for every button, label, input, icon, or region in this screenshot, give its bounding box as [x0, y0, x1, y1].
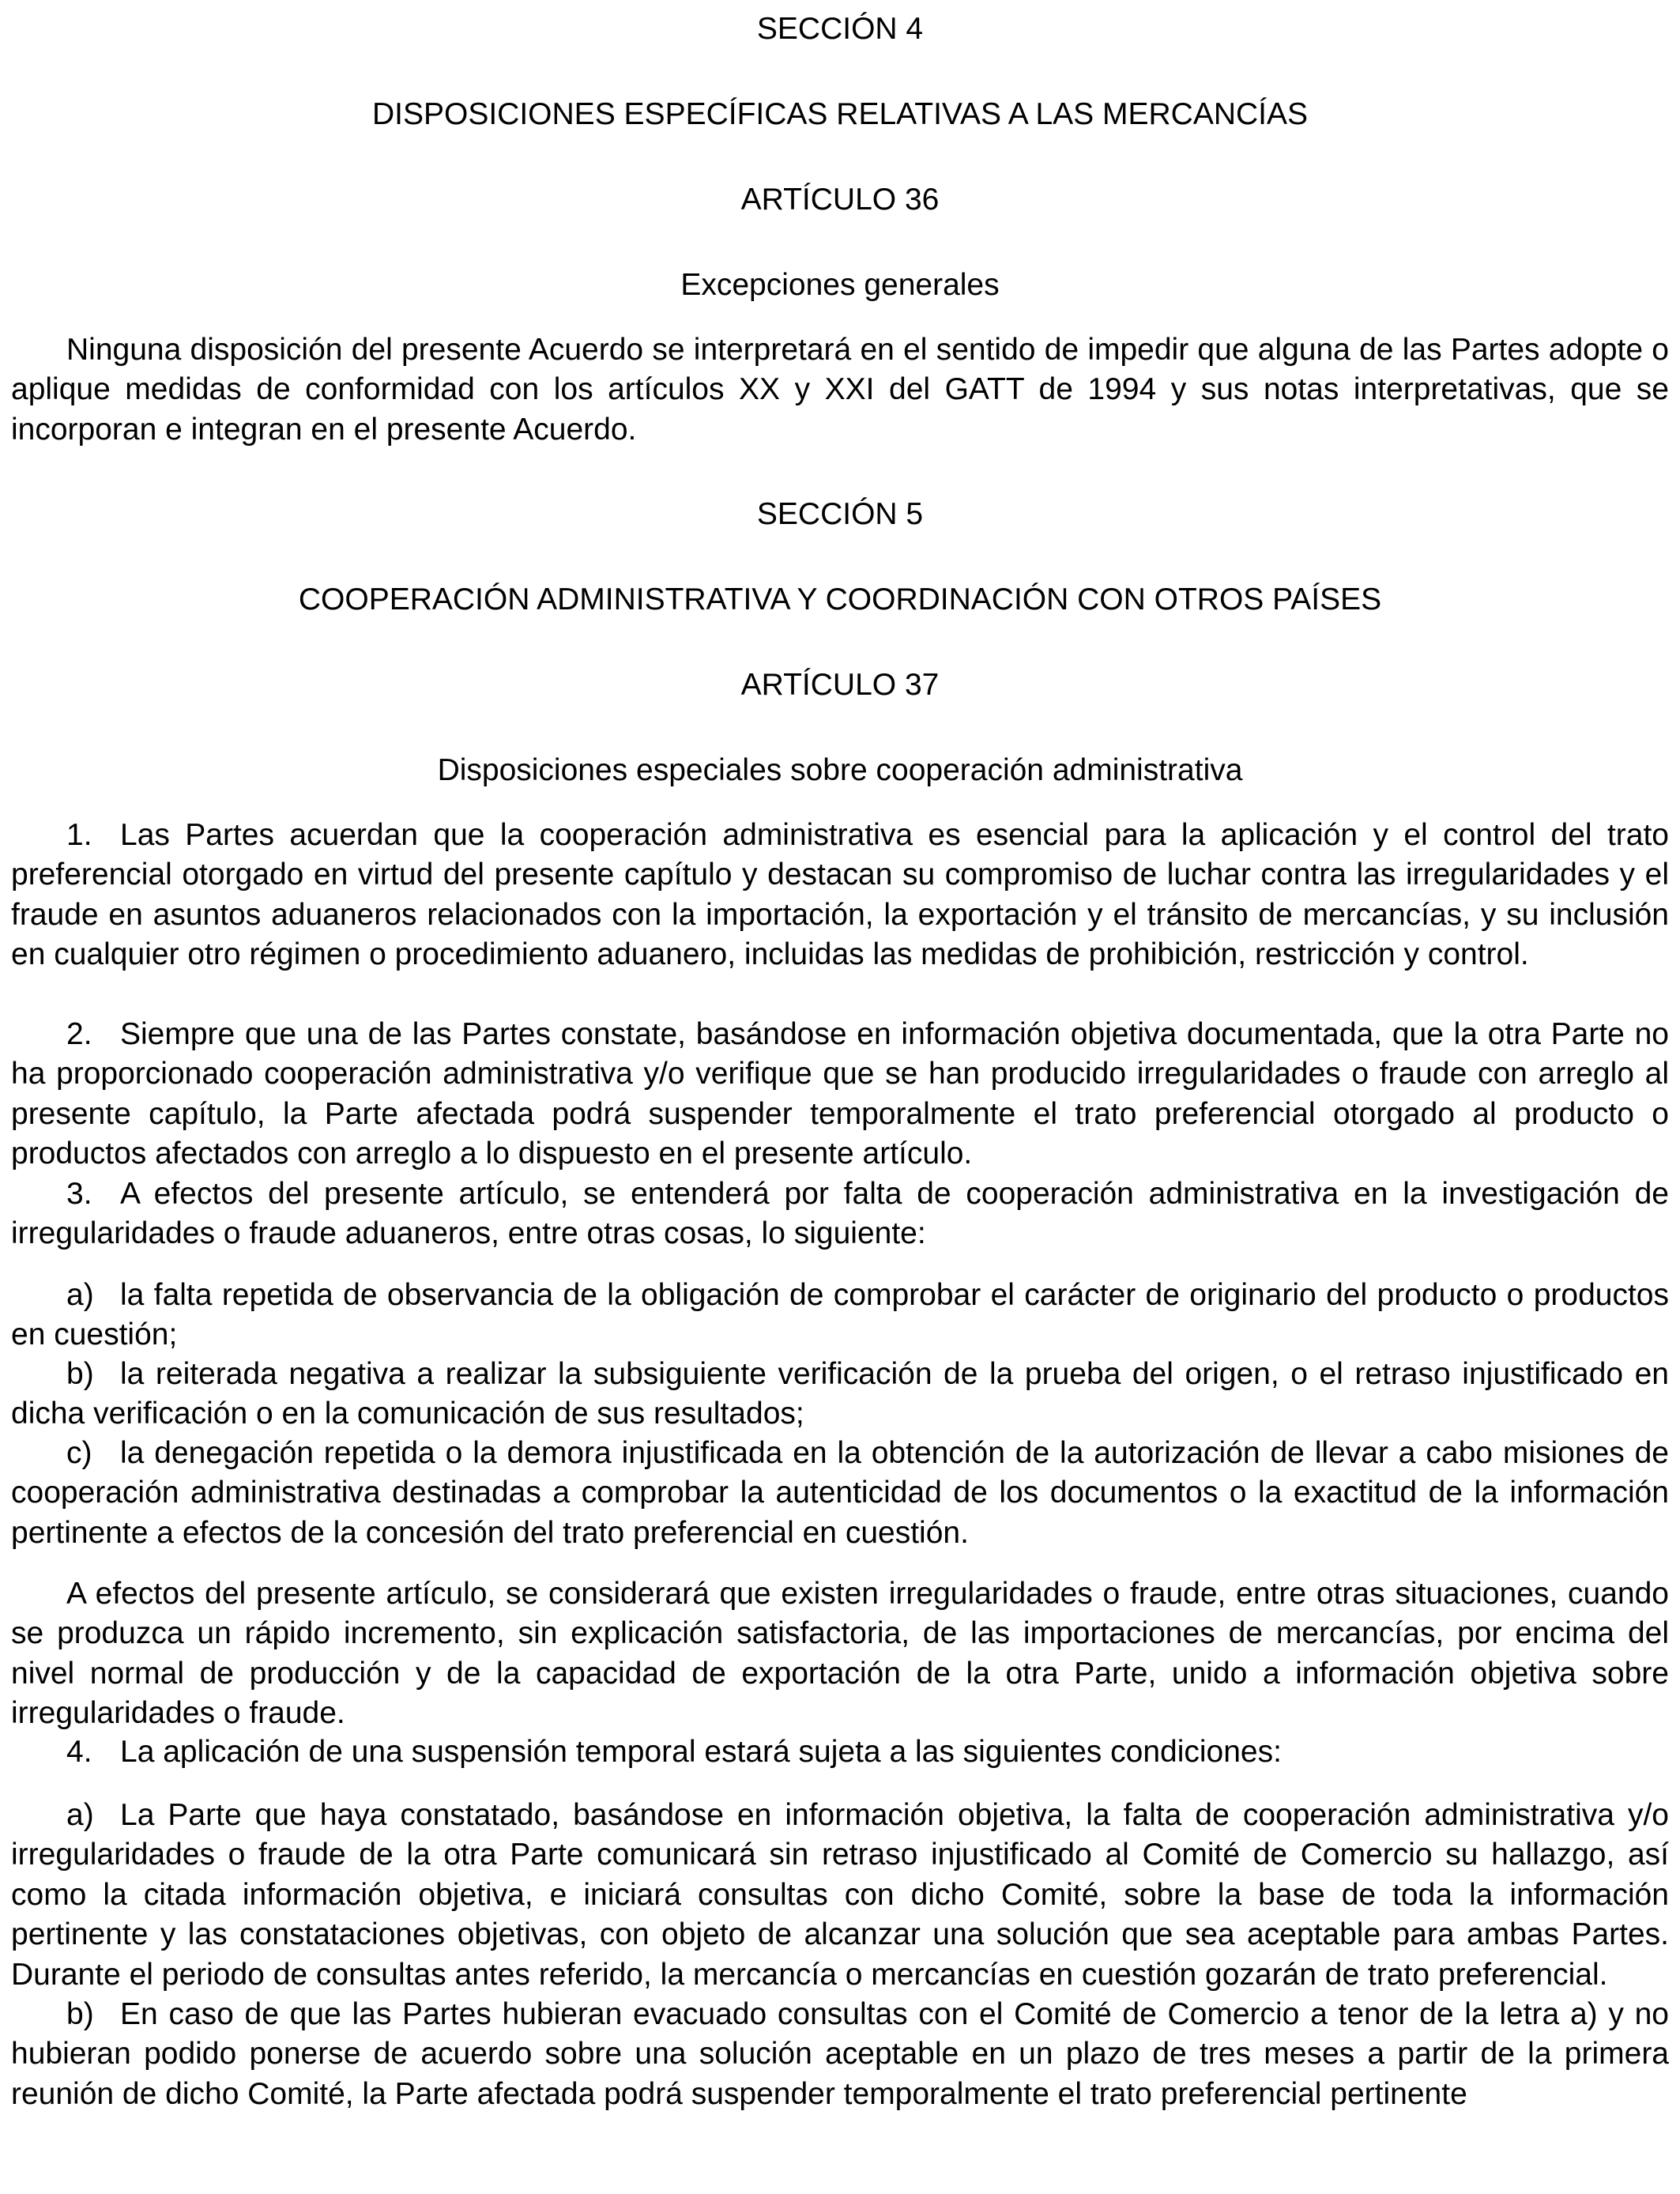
paragraph-2-text: Siempre que una de las Partes constate, basándose en información objetiva documentada, que la otra Parte no ha proporcionado cooperación administrativa y/o verifique que se han producido irregularidades o fraude con arreglo al presente capítulo, la Parte afectada podrá suspender temporalmente el trato preferencial otorgado al producto o productos afectados con arreglo a lo dispuesto en el presente artículo.	[11, 1017, 1669, 1171]
paragraph-4-item-a	[11, 1796, 1669, 1995]
item-text: la reiterada negativa a realizar la subsiguiente verificación de la prueba del origen, o el retraso injustificado en dicha verificación o en la comunicación de sus resultados;	[11, 1357, 1669, 1431]
paragraph-1	[11, 816, 1669, 975]
item-label: a)	[66, 1278, 94, 1312]
paragraph-3	[11, 1174, 1669, 1254]
paragraph-3-item-a	[11, 1276, 1669, 1355]
paragraph-2	[11, 1015, 1669, 1174]
paragraph-3-item-c	[11, 1434, 1669, 1553]
item-text: la falta repetida de observancia de la obligación de comprobar el carácter de originario del producto o productos en cuestión;	[11, 1278, 1669, 1352]
item-text: En caso de que las Partes hubieran evacuado consultas con el Comité de Comercio a tenor de la letra a) y no hubieran podido ponerse de acuerdo sobre una solución aceptable en un plazo de tres meses a partir de la primera reunión de dicho Comité, la Parte afectada podrá suspender temporalmente el trato preferencial pertinente	[11, 1997, 1669, 2111]
article-36-paragraph: Ninguna disposición del presente Acuerdo se interpretará en el sentido de impedir que alguna de las Partes adopte o aplique medidas de conformidad con los artículos XX y XXI del GATT de 1994 y sus notas interpretativas, que se incorporan e integran en el presente Acuerdo.	[11, 333, 1669, 447]
paragraph-1-number: 1.	[66, 818, 92, 852]
paragraph-3-number: 3.	[66, 1177, 92, 1211]
item-label: b)	[66, 1357, 94, 1391]
paragraph-4-item-b	[11, 1995, 1669, 2114]
item-label: b)	[66, 1997, 94, 2031]
paragraph-3-text: A efectos del presente artículo, se entenderá por falta de cooperación administrativa en la investigación de irregularidades o fraude aduaneros, entre otras cosas, lo siguiente:	[11, 1177, 1669, 1251]
section-5-heading: SECCIÓN 5	[756, 497, 924, 531]
article-36-title: Excepciones generales	[680, 268, 1000, 302]
section-5-subtitle: COOPERACIÓN ADMINISTRATIVA Y COORDINACIÓN CON OTROS PAÍSES	[298, 582, 1382, 616]
article-36-heading: ARTÍCULO 36	[740, 183, 940, 217]
paragraph-1-text: Las Partes acuerdan que la cooperación administrativa es esencial para la aplicación y el control del trato preferencial otorgado en virtud del presente capítulo y destacan su compromiso de luchar contra las irregularidades y el fraude en asuntos aduaneros relacionados con la importación, la exportación y el tránsito de mercancías, y su inclusión en cualquier otro régimen o procedimiento aduanero, incluidas las medidas de prohibición, restricción y control.	[11, 818, 1669, 972]
paragraph-4-text: La aplicación de una suspensión temporal estará sujeta a las siguientes condiciones:	[120, 1735, 1282, 1769]
section-4-subtitle: DISPOSICIONES ESPECÍFICAS RELATIVAS A LAS MERCANCÍAS	[371, 97, 1309, 131]
paragraph-4	[11, 1732, 1669, 1772]
article-37-heading: ARTÍCULO 37	[740, 668, 940, 702]
paragraph-4-number: 4.	[66, 1735, 92, 1769]
article-37-title: Disposiciones especiales sobre cooperación administrativa	[437, 753, 1243, 787]
item-label: c)	[66, 1436, 92, 1470]
item-label: a)	[66, 1798, 94, 1832]
item-text: La Parte que haya constatado, basándose en información objetiva, la falta de cooperación administrativa y/o irregularidades o fraude de la otra Parte comunicará sin retraso injustificado al Comité de Comercio su hallazgo, así como la citada información objetiva, e iniciará consultas con dicho Comité, sobre la base de toda la información pertinente y las constataciones objetivas, con objeto de alcanzar una solución que sea aceptable para ambas Partes. Durante el periodo de consultas antes referido, la mercancía o mercancías en cuestión gozarán de trato preferencial.	[11, 1798, 1669, 1992]
paragraph-2-number: 2.	[66, 1017, 92, 1051]
section-4-heading: SECCIÓN 4	[756, 12, 924, 46]
paragraph-3-item-b	[11, 1355, 1669, 1434]
paragraph-3-closing: A efectos del presente artículo, se considerará que existen irregularidades o fraude, entre otras situaciones, cuando se produzca un rápido incremento, sin explicación satisfactoria, de las importaciones de mercancías, por encima del nivel normal de producción y de la capacidad de exportación de la otra Parte, unido a información objetiva sobre irregularidades o fraude.	[11, 1577, 1669, 1731]
item-text: la denegación repetida o la demora injustificada en la obtención de la autorización de llevar a cabo misiones de cooperación administrativa destinadas a comprobar la autenticidad de los documentos o la exactitud de la información pertinente a efectos de la concesión del trato preferencial en cuestión.	[11, 1436, 1669, 1550]
